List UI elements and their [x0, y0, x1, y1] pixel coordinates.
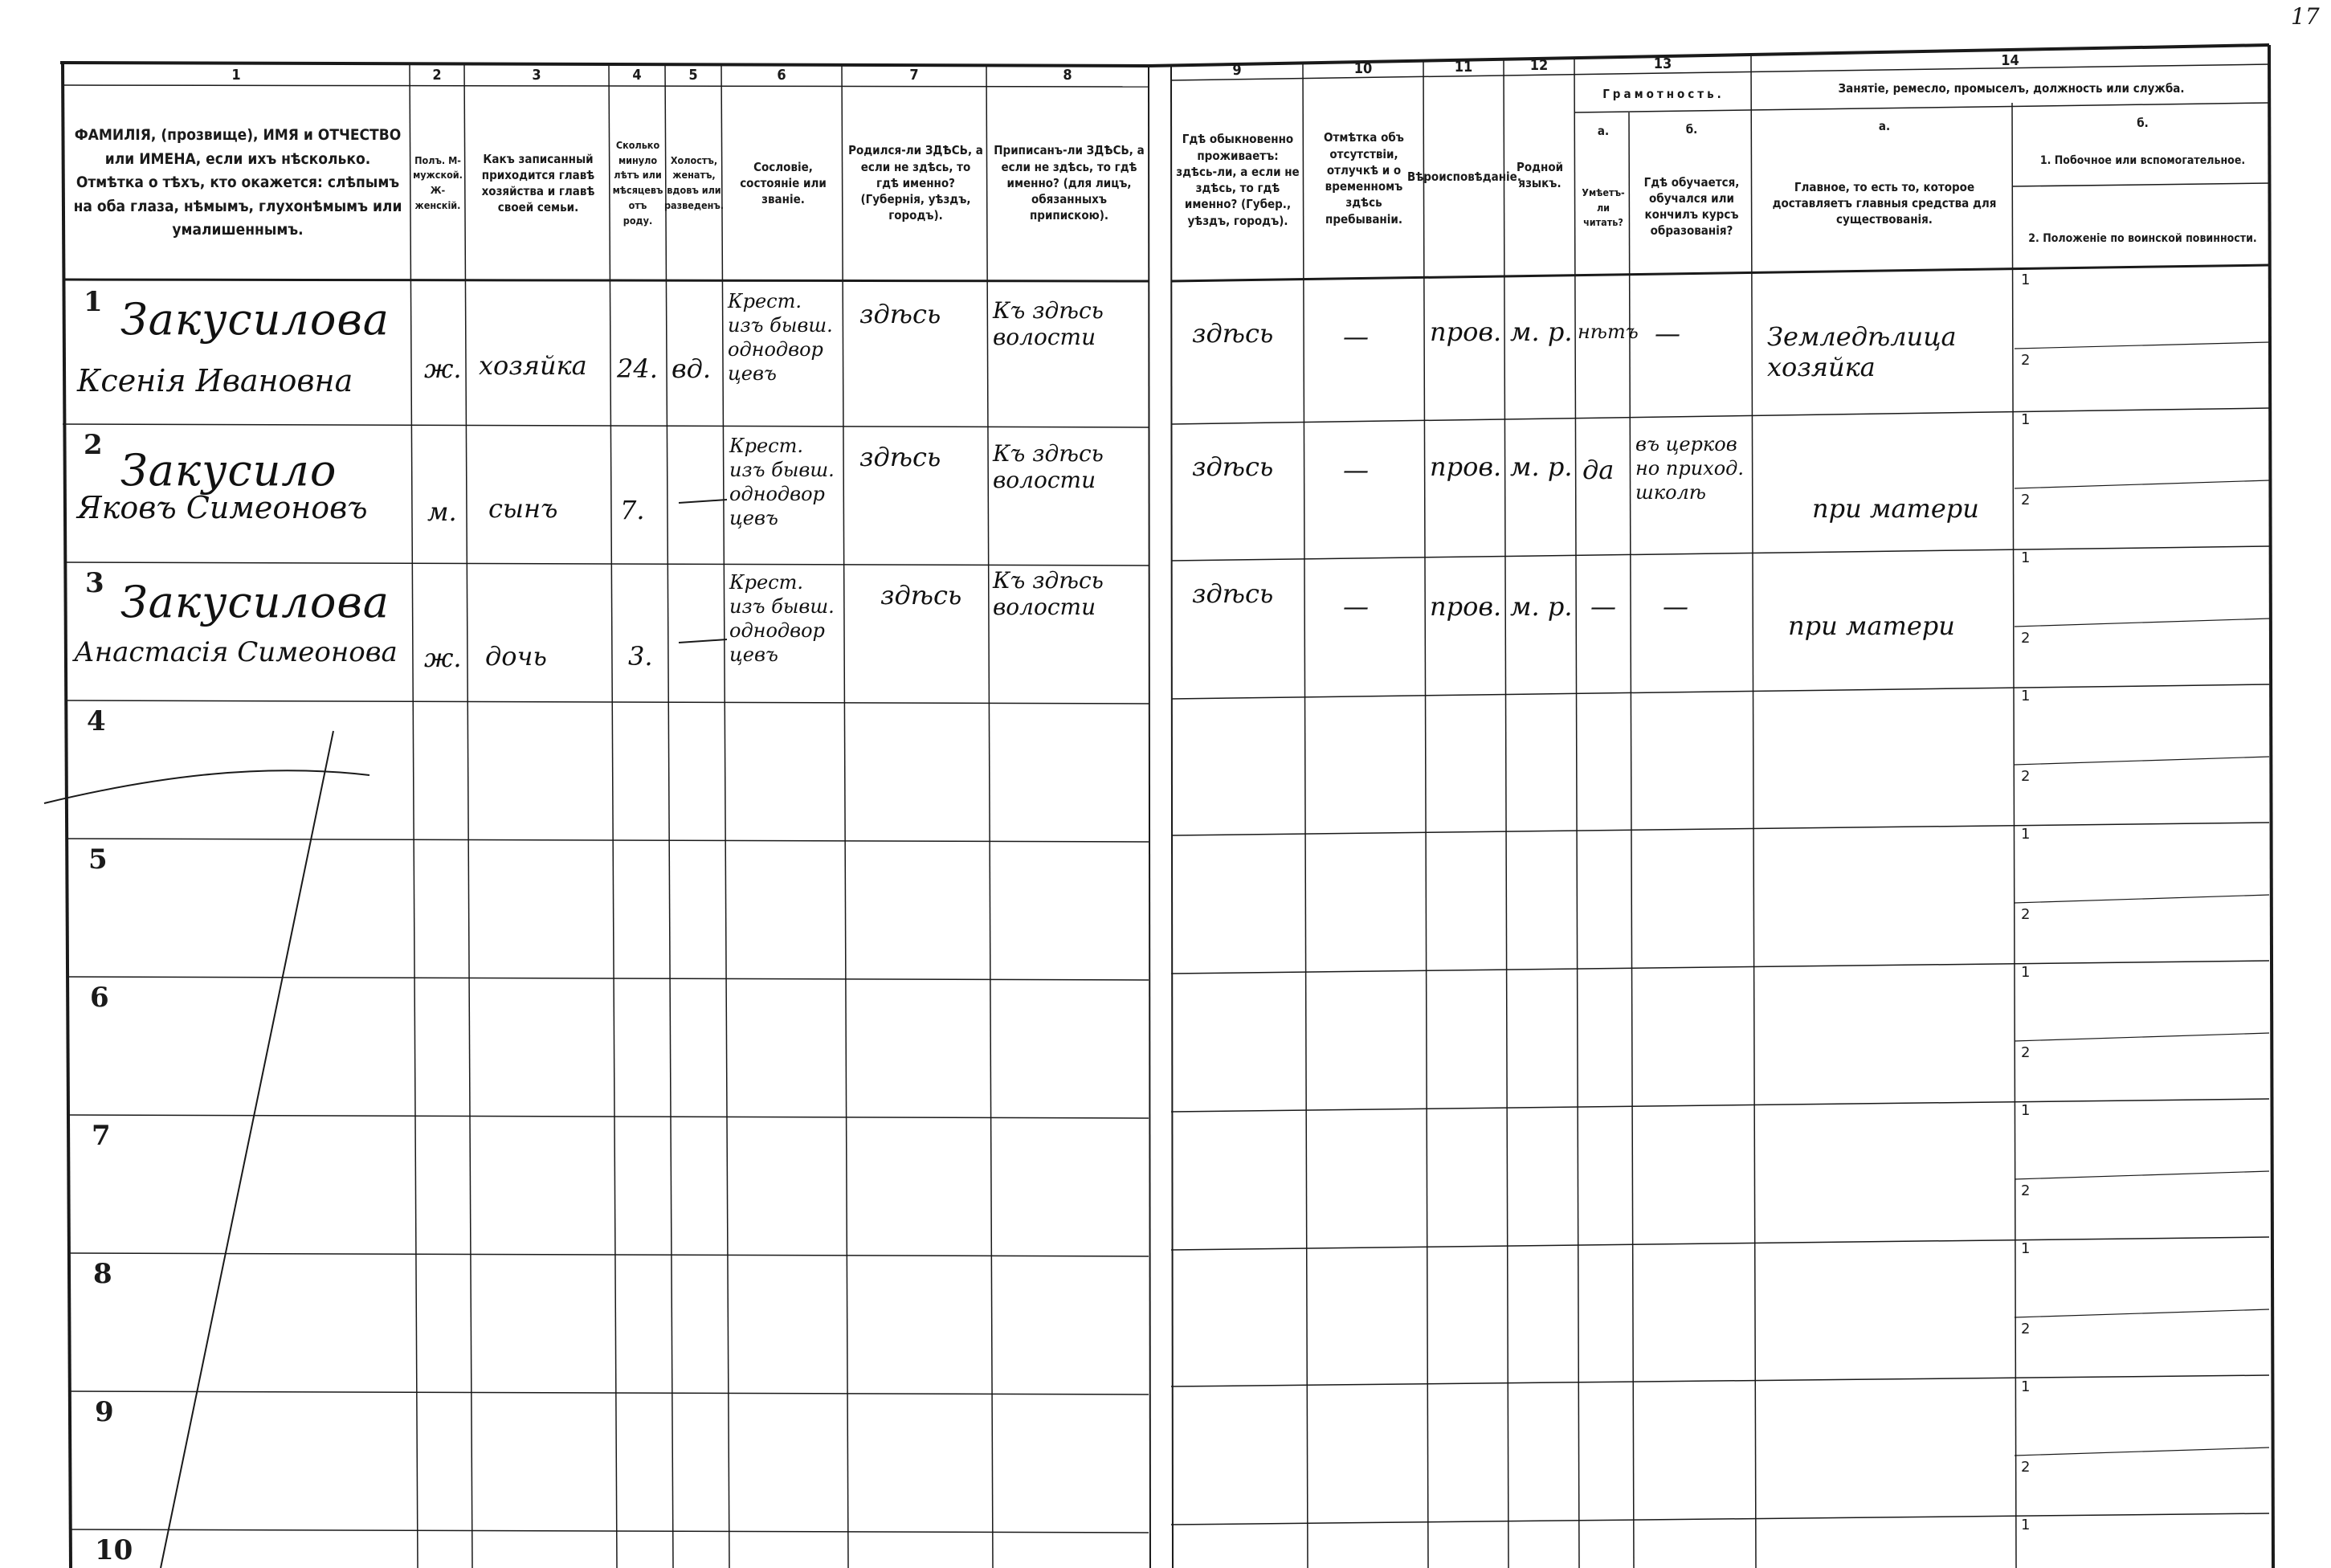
header-occupation: Занятіе, ремесло, промыселъ, должность или служба.: [1838, 80, 2185, 96]
entry-religion: пров.: [1430, 591, 1502, 622]
sub-label-2: 2: [2021, 630, 2031, 647]
row-number-3: 3: [85, 567, 104, 599]
colnum-10: 10: [1353, 59, 1373, 77]
entry-absence: —: [1343, 455, 1369, 485]
entry-occupation: при матери: [1812, 493, 1979, 524]
sub-label-1: 1: [2021, 964, 2031, 981]
sub-label-2: 2: [2021, 768, 2031, 785]
entry-education: въ церков но приход. школѣ: [1635, 433, 1744, 504]
header-age: Сколько минуло лѣтъ или мѣсяцевъ отъ роду.: [612, 138, 663, 227]
row-number-10: 10: [95, 1534, 133, 1566]
entry-sex: ж.: [424, 643, 462, 673]
header-military: 2. Положеніе по воинской повинности.: [2028, 231, 2257, 245]
entry-given-name: Яковъ Симеоновъ: [77, 490, 368, 525]
header-literacy-a-letter: а.: [1597, 123, 1610, 138]
entry-registered: Къ здѣсь волости: [993, 567, 1104, 620]
entry-sex: ж.: [424, 353, 462, 384]
entry-literate: —: [1590, 591, 1616, 622]
header-registered: Приписанъ-ли ЗДѢСЬ, а если не здѣсь, то гдѣ именно? (для лицъ, обязанныхъ припискою).: [994, 143, 1145, 223]
entry-registered: Къ здѣсь волости: [993, 297, 1104, 350]
colnum-7: 7: [909, 66, 919, 84]
row-number-7: 7: [92, 1120, 111, 1152]
entry-education: —: [1655, 318, 1680, 349]
sub-label-2: 2: [2021, 906, 2031, 923]
entry-literate: нѣтъ: [1578, 321, 1639, 343]
sub-label-2: 2: [2021, 1321, 2031, 1337]
row-number-2: 2: [84, 429, 103, 461]
entry-residence: здѣсь: [1192, 578, 1274, 609]
entry-relation: сынъ: [488, 493, 558, 524]
row-number-8: 8: [93, 1258, 112, 1290]
entry-language: м. р.: [1510, 591, 1573, 622]
entry-surname: Закусилова: [120, 294, 390, 345]
header-can-read: Умѣетъ-ли читать?: [1582, 186, 1625, 229]
header-language: Родной языкъ.: [1516, 159, 1564, 190]
sub-label-2: 2: [2021, 1182, 2031, 1199]
sub-label-2: 2: [2021, 352, 2031, 369]
colnum-11: 11: [1454, 58, 1473, 76]
entry-age: 7.: [620, 495, 645, 525]
entry-surname: Закусилова: [120, 577, 390, 627]
colnum-1: 1: [231, 66, 241, 84]
entry-sex: м.: [427, 496, 457, 527]
colnum-2: 2: [432, 66, 442, 84]
sub-label-1: 1: [2021, 411, 2031, 428]
entry-age: 3.: [628, 641, 653, 672]
sub-label-1: 1: [2021, 549, 2031, 566]
header-literacy: Грамотность.: [1602, 86, 1725, 101]
header-religion: Вѣроисповѣданіе.: [1407, 169, 1521, 184]
sub-label-1: 1: [2021, 1378, 2031, 1395]
entry-given-name: Ксенія Ивановна: [77, 363, 353, 398]
sub-label-2: 2: [2021, 1044, 2031, 1061]
colnum-12: 12: [1529, 56, 1549, 74]
colnum-14: 14: [2001, 51, 2019, 69]
entry-age: 24.: [617, 353, 658, 384]
sub-label-1: 1: [2021, 1102, 2031, 1119]
entry-estate: Крест. изъ бывш. однодвор цевъ: [729, 435, 835, 529]
sub-label-1: 1: [2021, 688, 2031, 704]
entry-estate: Крест. изъ бывш. однодвор цевъ: [729, 571, 835, 666]
header-birthplace: Родился-ли ЗДѢСЬ, а если не здѣсь, то гдѣ именно? (Губернія, уѣздъ, городъ).: [848, 143, 983, 223]
row-number-6: 6: [90, 982, 109, 1014]
colnum-8: 8: [1063, 66, 1072, 84]
colnum-9: 9: [1232, 61, 1242, 79]
colnum-6: 6: [777, 66, 786, 84]
entry-literate: да: [1582, 455, 1615, 485]
entry-registered: Къ здѣсь волости: [993, 440, 1104, 493]
row-number-1: 1: [84, 286, 103, 318]
header-sex: Полъ. М-мужской. Ж-женскій.: [413, 153, 463, 211]
sub-label-1: 1: [2021, 1517, 2031, 1533]
colnum-3: 3: [532, 66, 541, 84]
header-occupation-a-letter: а.: [1878, 118, 1891, 133]
sub-label-2: 2: [2021, 492, 2031, 508]
header-residence: Гдѣ обыкновенно проживаетъ: здѣсь-ли, а если не здѣсь, то гдѣ именно? (Губер., уѣздъ, городъ).: [1176, 132, 1300, 228]
entry-birthplace: здѣсь: [859, 442, 941, 472]
entry-absence: —: [1343, 321, 1369, 352]
entry-occupation: Земледѣлица хозяйка: [1767, 321, 1957, 382]
header-absence: Отмѣтка объ отсутствіи, отлучкѣ и о временномъ здѣсь пребываніи.: [1324, 130, 1404, 227]
sub-label-1: 1: [2021, 826, 2031, 843]
entry-language: м. р.: [1510, 451, 1573, 482]
entry-relation: дочь: [485, 641, 547, 672]
entry-education: —: [1663, 591, 1688, 622]
header-estate: Сословіе, состояніе или званіе.: [740, 159, 827, 207]
sub-label-2: 2: [2021, 1459, 2031, 1476]
header-secondary-occupation: 1. Побочное или вспомогательное.: [2039, 153, 2246, 167]
entry-surname: Закусило: [120, 445, 337, 496]
colnum-4: 4: [632, 66, 642, 84]
row-number-5: 5: [88, 843, 108, 876]
page-corner-mark: 17: [2291, 3, 2320, 30]
entry-religion: пров.: [1430, 316, 1502, 347]
colnum-13: 13: [1653, 55, 1672, 72]
entry-residence: здѣсь: [1192, 318, 1274, 349]
entry-birthplace: здѣсь: [859, 299, 941, 329]
row-number-4: 4: [87, 705, 106, 737]
entry-residence: здѣсь: [1192, 451, 1274, 482]
entry-marital: вд.: [672, 353, 712, 384]
entry-occupation: при матери: [1788, 610, 1955, 641]
entry-religion: пров.: [1430, 451, 1502, 482]
colnum-5: 5: [688, 66, 698, 84]
header-literacy-b-letter: б.: [1685, 121, 1698, 137]
entry-language: м. р.: [1510, 316, 1573, 347]
header-occupation-b-letter: б.: [2137, 115, 2149, 130]
entry-given-name: Анастасія Симеонова: [74, 636, 398, 668]
entry-relation: хозяйка: [479, 350, 587, 381]
sub-label-1: 1: [2021, 1240, 2031, 1257]
entry-absence: —: [1343, 591, 1369, 622]
header-education: Гдѣ обучается, обучался или кончилъ курсъ образованія?: [1643, 174, 1740, 239]
header-main-occupation: Главное, то есть то, которое доставляетъ главныя средства для существованія.: [1772, 179, 1997, 227]
entry-estate: Крест. изъ бывш. однодвор цевъ: [728, 290, 833, 385]
sub-label-1: 1: [2021, 272, 2031, 288]
header-marital: Холостъ, женатъ, вдовъ или разведенъ.: [663, 153, 725, 211]
header-name: ФАМИЛІЯ, (прозвище), ИМЯ и ОТЧЕСТВО или ИМЕНА, если ихъ нѣсколько. Отмѣтка о тѣхъ, кто окажется: слѣпымъ на оба глаза, нѣмымъ, глухонѣмымъ или умалишеннымъ.: [73, 126, 402, 239]
entry-birthplace: здѣсь: [880, 580, 962, 610]
header-relation: Какъ записанный приходится главѣ хозяйства и главѣ своей семьи.: [481, 151, 595, 215]
row-number-9: 9: [95, 1396, 114, 1428]
